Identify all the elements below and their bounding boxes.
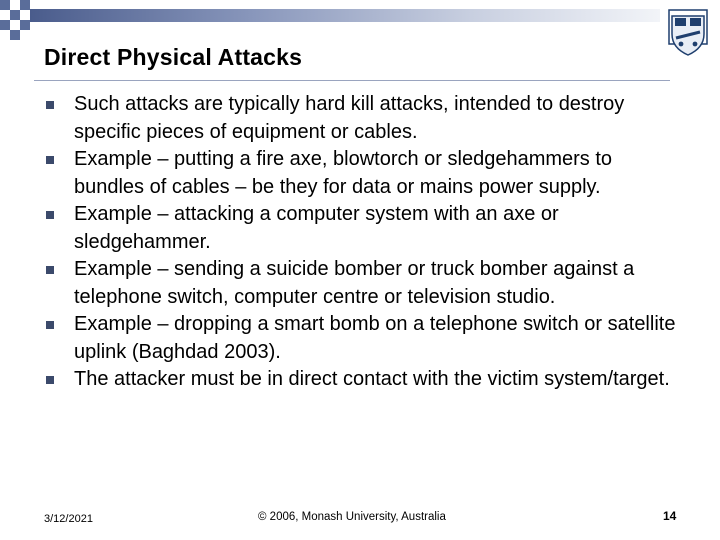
bullet-item: [44, 201, 684, 256]
footer-date: 3/12/2021: [44, 513, 93, 525]
bullet-item: [44, 366, 684, 394]
bullet-text: The attacker must be in direct contact with the victim system/target.: [74, 368, 670, 390]
slide-title: Direct Physical Attacks: [44, 44, 303, 70]
bullet-item: [44, 91, 684, 146]
page-number: 14: [663, 509, 677, 523]
bullet-item: [44, 256, 684, 311]
footer-copyright: © 2006, Monash University, Australia: [258, 511, 446, 523]
bullet-item: [44, 311, 684, 366]
bullet-text: Such attacks are typically hard kill attacks, intended to destroy specific pieces of equipment or cables.: [74, 93, 625, 143]
bullet-item: [44, 146, 684, 201]
bullet-text: Example – putting a fire axe, blowtorch or sledgehammers to bundles of cables – be they for data or mains power supply.: [74, 148, 613, 198]
bullet-text: Example – dropping a smart bomb on a telephone switch or satellite uplink (Baghdad 2003).: [74, 313, 676, 363]
bullet-text: Example – attacking a computer system with an axe or sledgehammer.: [74, 203, 559, 253]
title-divider: [34, 80, 670, 81]
square-bullet-icon: [46, 211, 54, 219]
square-bullet-icon: [46, 376, 54, 384]
square-bullet-icon: [46, 266, 54, 274]
bullet-text: Example – sending a suicide bomber or truck bomber against a telephone switch, computer centre or television studio.: [74, 258, 635, 308]
square-bullet-icon: [46, 321, 54, 329]
header-gradient-bar: [30, 9, 660, 22]
square-bullet-icon: [46, 101, 54, 109]
bullet-list: [44, 91, 684, 394]
square-bullet-icon: [46, 156, 54, 164]
university-crest-icon: [666, 8, 710, 58]
